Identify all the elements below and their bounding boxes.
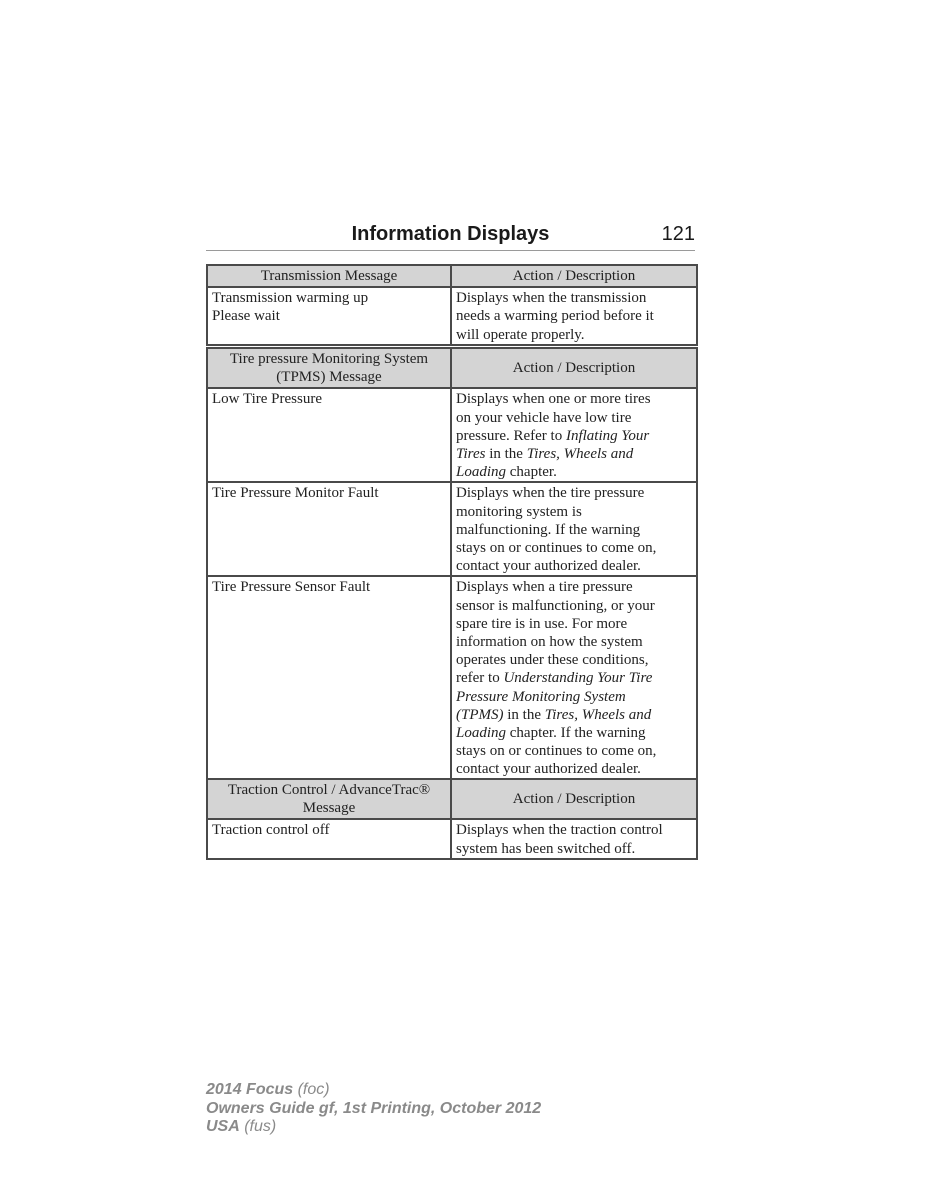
- page-header: [206, 223, 695, 251]
- traction-control-message-table: [206, 778, 698, 860]
- description-cell: Displays when the transmission needs a warming period before it will operate properly.: [451, 287, 697, 345]
- table-row: [207, 482, 697, 576]
- description-cell: Displays when a tire pressure sensor is malfunctioning, or your spare tire is in use. For more information on how the system operates under these conditions, refer to Understanding Your Tire Pressure Monitoring System (TPMS) in the Tires, Wheels and Loading chapter. If the warning stays on or continues to come on, contact your authorized dealer.: [451, 576, 697, 779]
- column-header-description: Action / Description: [451, 348, 697, 388]
- table-header-row: [207, 265, 697, 287]
- message-cell: Transmission warming up Please wait: [207, 287, 451, 345]
- column-header-message: Tire pressure Monitoring System (TPMS) Message: [207, 348, 451, 388]
- table-header-row: [207, 348, 697, 388]
- table-header-row: [207, 779, 697, 819]
- description-cell: Displays when the traction control system has been switched off.: [451, 819, 697, 858]
- column-header-description: Action / Description: [451, 779, 697, 819]
- transmission-message-table: [206, 264, 698, 346]
- footer-line-market: USA (fus): [206, 1118, 277, 1135]
- column-header-message: Transmission Message: [207, 265, 451, 287]
- description-cell: Displays when one or more tires on your vehicle have low tire pressure. Refer to Inflating Your Tires in the Tires, Wheels and Loading chapter.: [451, 388, 697, 482]
- column-header-message: Traction Control / AdvanceTrac® Message: [207, 779, 451, 819]
- page-number: 121: [661, 223, 695, 245]
- message-cell: Tire Pressure Sensor Fault: [207, 576, 451, 779]
- message-cell: Low Tire Pressure: [207, 388, 451, 482]
- column-header-description: Action / Description: [451, 265, 697, 287]
- table-row: [207, 576, 697, 779]
- description-cell: Displays when the tire pressure monitoring system is malfunctioning. If the warning stays on or continues to come on, contact your authorized dealer.: [451, 482, 697, 576]
- footer-line-printing: Owners Guide gf, 1st Printing, October 2012: [206, 1099, 542, 1117]
- tpms-message-table: [206, 347, 698, 781]
- table-row: [207, 287, 697, 345]
- table-row: [207, 819, 697, 858]
- table-row: [207, 388, 697, 482]
- footer-line-model: 2014 Focus (foc): [206, 1081, 330, 1098]
- message-cell: Tire Pressure Monitor Fault: [207, 482, 451, 576]
- message-cell: Traction control off: [207, 819, 451, 858]
- page-footer: [206, 1081, 541, 1137]
- page-title: Information Displays: [351, 223, 550, 245]
